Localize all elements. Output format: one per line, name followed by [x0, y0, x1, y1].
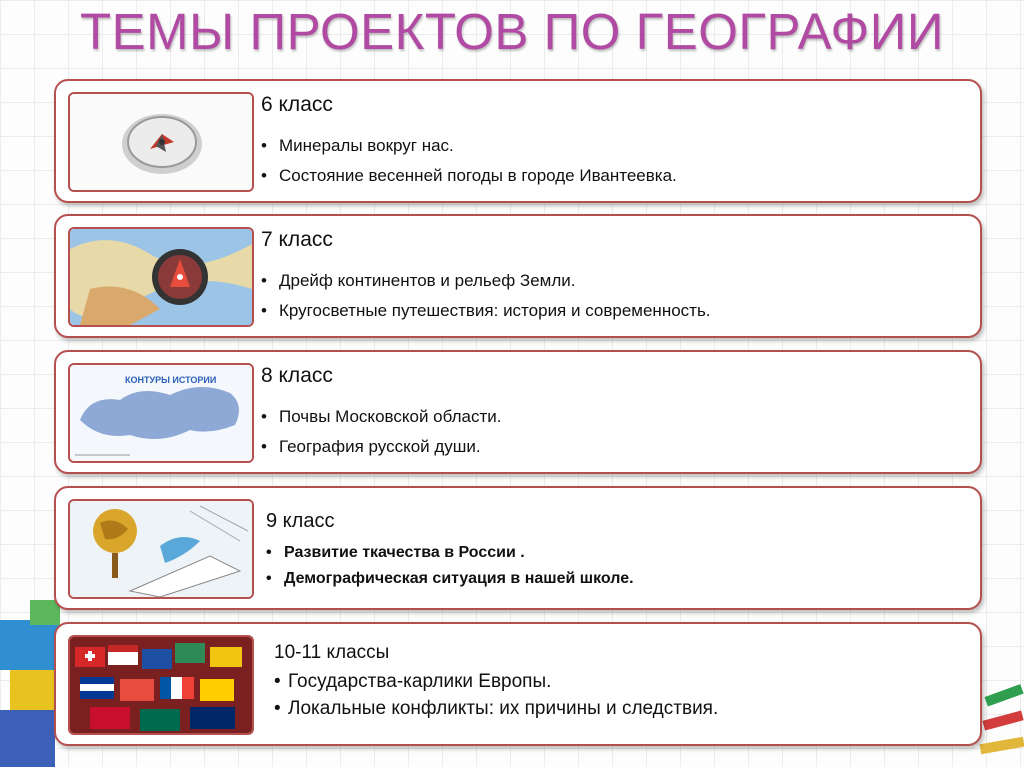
topic-text: Кругосветные путешествия: история и современность.	[279, 301, 711, 320]
bullet-icon: •	[261, 407, 267, 426]
project-card-6	[54, 79, 982, 203]
bullet-icon: •	[274, 671, 281, 692]
russia-map-icon	[68, 363, 254, 463]
topic-item	[261, 161, 677, 191]
flags-icon	[68, 635, 254, 735]
topic-list	[261, 266, 711, 326]
bullet-icon: •	[261, 271, 267, 290]
grade-heading: 9 класс	[266, 510, 335, 532]
topic-item	[261, 432, 501, 462]
project-card-8	[54, 350, 982, 474]
topic-text: Дрейф континентов и рельеф Земли.	[279, 271, 576, 290]
topic-item	[261, 296, 711, 326]
topic-text: Состояние весенней погоды в городе Ивантеевка.	[279, 166, 677, 185]
topic-list	[266, 540, 634, 592]
image-caption: КОНТУРЫ ИСТОРИИ	[125, 375, 217, 385]
topic-text: Минералы вокруг нас.	[279, 136, 454, 155]
topic-item	[261, 402, 501, 432]
compass-icon	[68, 92, 254, 192]
page-title: ТЕМЫ ПРОЕКТОВ ПО ГЕОГРАФИИ	[79, 3, 945, 60]
topic-item	[261, 266, 711, 296]
topic-item	[266, 566, 634, 592]
project-card-7	[54, 214, 982, 338]
grade-heading: 8 класс	[261, 364, 333, 387]
topic-text: Развитие ткачества в России .	[284, 544, 525, 561]
pencils-decoration	[975, 670, 1024, 767]
bullet-icon: •	[266, 570, 272, 587]
topic-item	[266, 540, 634, 566]
colored-blocks-decoration	[0, 600, 60, 767]
topic-item	[274, 695, 718, 722]
topic-list	[261, 131, 677, 191]
globe-quill-icon	[68, 499, 254, 599]
bullet-icon: •	[261, 437, 267, 456]
topic-text: География русской души.	[279, 437, 481, 456]
topic-item	[274, 668, 718, 695]
project-card-9	[54, 486, 982, 610]
grade-heading: 6 класс	[261, 93, 333, 116]
topic-item	[261, 131, 677, 161]
topic-text: Государства-карлики Европы.	[288, 671, 552, 692]
bullet-icon: •	[261, 166, 267, 185]
project-card-10-11	[54, 622, 982, 746]
topic-text: Демографическая ситуация в нашей школе.	[284, 570, 634, 587]
map-compass-icon	[68, 227, 254, 327]
topic-list	[274, 668, 718, 722]
topic-text: Почвы Московской области.	[279, 407, 502, 426]
grade-heading: 10-11 классы	[274, 642, 390, 663]
bullet-icon: •	[261, 301, 267, 320]
grade-heading: 7 класс	[261, 228, 333, 251]
topic-text: Локальные конфликты: их причины и следствия.	[288, 698, 719, 719]
bullet-icon: •	[274, 698, 281, 719]
topic-list	[261, 402, 501, 462]
bullet-icon: •	[266, 544, 272, 561]
bullet-icon: •	[261, 136, 267, 155]
